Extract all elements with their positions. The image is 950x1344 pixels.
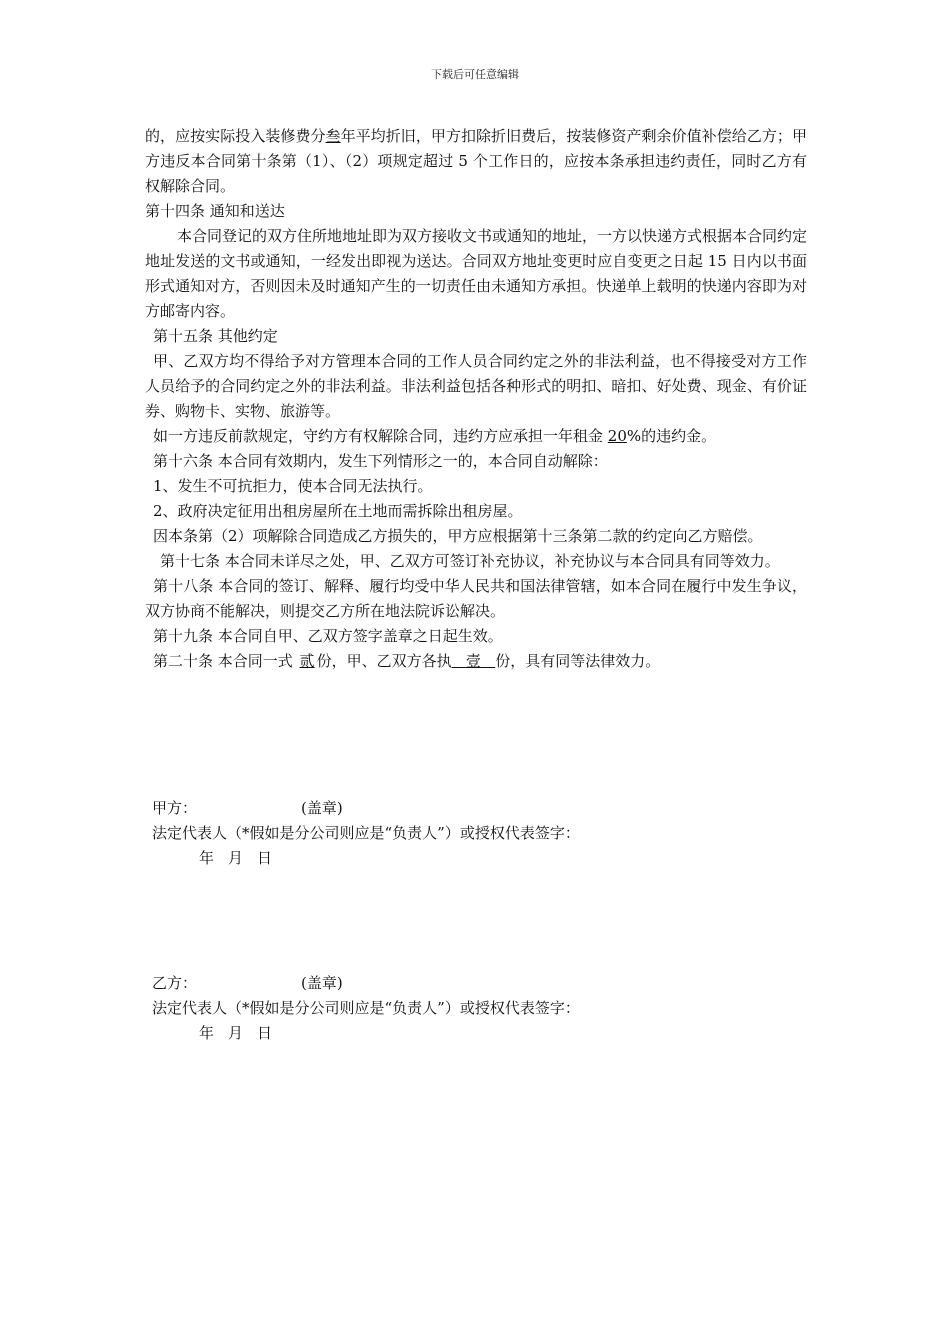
copies-each-value: 壹 (465, 652, 481, 670)
date-month: 月 (228, 1024, 244, 1042)
party-a-row (152, 796, 580, 821)
date-year: 年 (199, 849, 215, 867)
signature-block-party-a (152, 796, 580, 871)
party-b-date (152, 1021, 580, 1046)
party-b-row (152, 971, 580, 996)
article-16-text: 因本条第（2）项解除合同造成乙方损失的，甲方应根据第十三条第二款的约定向乙方赔偿。 (153, 527, 763, 545)
signature-block-party-b (152, 971, 580, 1046)
text-segment: 份，甲、乙双方各执 (316, 652, 452, 670)
article-16-title: 第十六条 本合同有效期内，发生下列情形之一的，本合同自动解除： (153, 452, 608, 470)
underlined-years: 叁 (325, 127, 341, 145)
underlined-copies-total: 贰 (299, 652, 315, 670)
article-19: 第十九条 本合同自甲、乙双方签字盖章之日起生效。 (153, 627, 503, 645)
article-15-text-1: 甲、乙双方均不得给予对方管理本合同的工作人员合同约定之外的非法利益，也不得接受对方工作人员给予的合同约定之外的非法利益。非法利益包括各种形式的明扣、暗扣、好处费、现金、有价证券、购物卡、实物、旅游等。 (145, 352, 807, 420)
text-segment: 年平均折旧，甲方扣除折旧费后，按装修资产剩余价值补偿给乙方；甲方违反本合同第十条第（1）、（2）项规定超过 5 个工作日的，应按本条承担违约责任，同时乙方有权解除合同。 (145, 127, 807, 195)
party-b-seal-label: (盖章) (301, 974, 343, 992)
text-segment: 份，具有同等法律效力。 (495, 652, 661, 670)
text-segment: %的违约金。 (626, 427, 717, 445)
contract-body (145, 124, 807, 674)
underlined-copies-each (452, 652, 496, 670)
article-16-item-1: 1、发生不可抗拒力，使本合同无法执行。 (153, 477, 433, 495)
paragraph-depreciation (145, 124, 807, 199)
article-14-text: 本合同登记的双方住所地地址即为双方接收文书或通知的地址，一方以快递方式根据本合同约定地址发送的文书或通知，一经发出即视为送达。合同双方地址变更时应自变更之日起 15 日内以书面形式通知对方，否则因未及时通知产生的一切责任由未通知方承担。快递单上载明的快递内容即为对方邮寄内容。 (145, 227, 808, 320)
party-a-representative: 法定代表人（*假如是分公司则应是“负责人”）或授权代表签字： (152, 824, 580, 842)
text-segment: 如一方违反前款规定，守约方有权解除合同，违约方应承担一年租金 (153, 427, 608, 445)
article-15-text-2 (145, 424, 807, 449)
underlined-percent: 20 (607, 427, 627, 445)
article-18: 第十八条 本合同的签订、解释、履行均受中华人民共和国法律管辖，如本合同在履行中发生争议，双方协商不能解决，则提交乙方所在地法院诉讼解决。 (145, 577, 807, 620)
article-16-item-2: 2、政府决定征用出租房屋所在土地而需拆除出租房屋。 (153, 502, 523, 520)
text-segment: 的，应按实际投入装修费分 (145, 127, 326, 145)
page-header-note: 下载后可任意编辑 (431, 68, 519, 81)
date-day: 日 (257, 1024, 273, 1042)
article-14-title: 第十四条 通知和送达 (145, 202, 285, 220)
date-year: 年 (199, 1024, 215, 1042)
text-segment: 第二十条 本合同一式 (153, 652, 298, 670)
party-b-representative: 法定代表人（*假如是分公司则应是“负责人”）或授权代表签字： (152, 999, 580, 1017)
party-a-seal-label: (盖章) (301, 799, 343, 817)
article-17: 第十七条 本合同未详尽之处，甲、乙双方可签订补充协议，补充协议与本合同具有同等效力。 (160, 552, 780, 570)
article-20 (145, 649, 807, 674)
party-a-date (152, 846, 580, 871)
article-15-title: 第十五条 其他约定 (153, 327, 278, 345)
party-a-label: 甲方： (152, 799, 198, 817)
party-b-label: 乙方： (152, 974, 198, 992)
date-day: 日 (257, 849, 273, 867)
date-month: 月 (228, 849, 244, 867)
